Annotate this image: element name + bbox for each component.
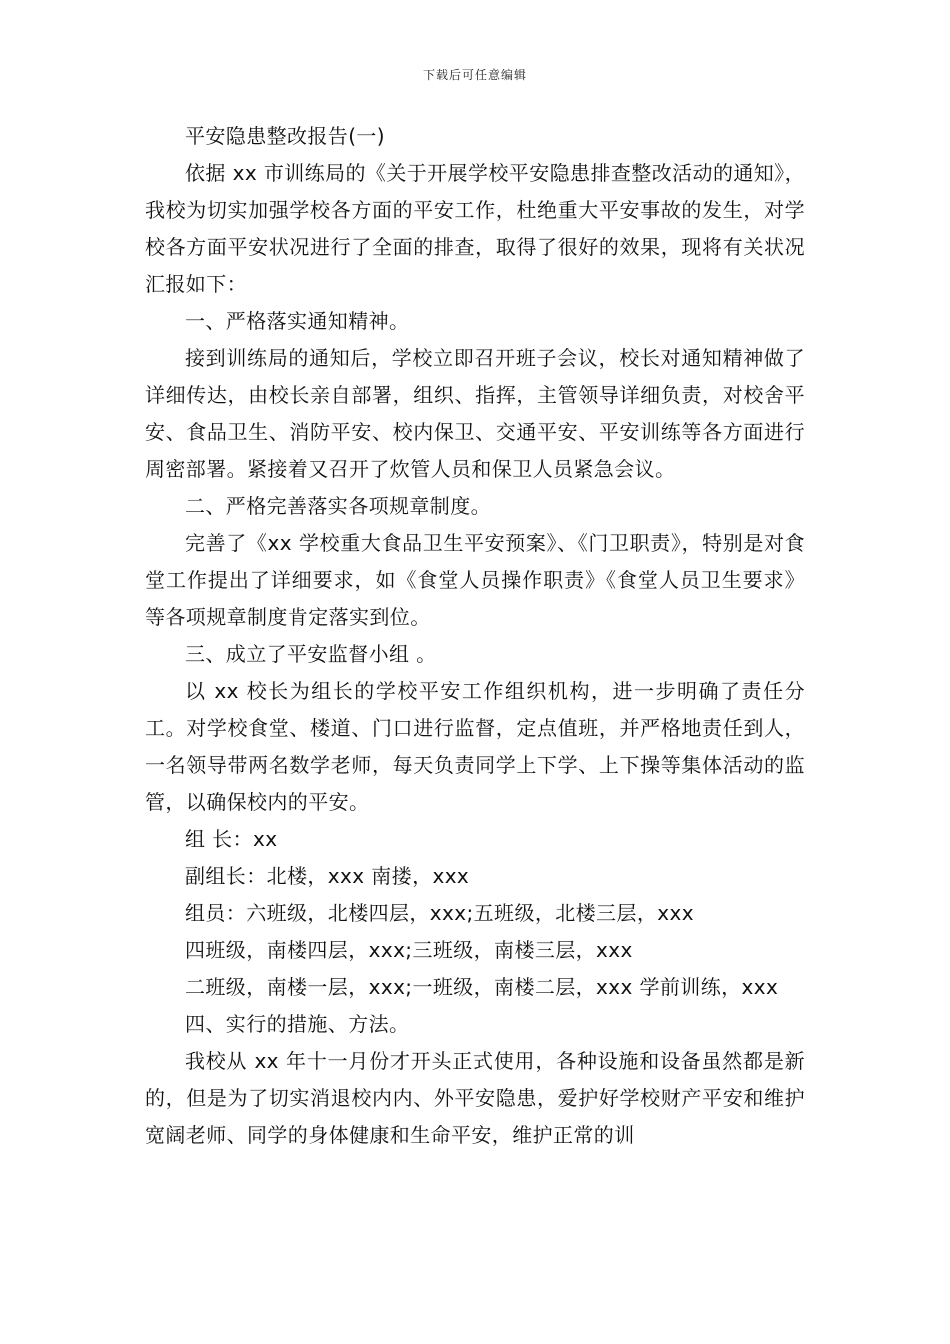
paragraph-section-2: 完善了《xx 学校重大食品卫生平安预案》、《门卫职责》，特别是对食堂工作提出了详细要求，如《食堂人员操作职责》《食堂人员卫生要求》等各项规章制度肯定落实到位。 (145, 531, 805, 629)
paragraph-section-1: 接到训练局的通知后，学校立即召开班子会议，校长对通知精神做了详细传达，由校长亲自部署，组织、指挥，主管领导详细负责，对校舍平安、食品卫生、消防平安、校内保卫、交通平安、平安训练等各方面进行周密部署。紧接着又召开了炊管人员和保卫人员紧急会议。 (145, 346, 805, 481)
document-title: 平安隐患整改报告(一) (185, 124, 386, 148)
section-heading-3: 三、成立了平安监督小组 。 (185, 642, 437, 666)
section-heading-2: 二、严格完善落实各项规章制度。 (185, 494, 491, 518)
group-leader-line: 组 长：xx (185, 827, 278, 851)
header-note: 下载后可任意编辑 (422, 68, 527, 82)
paragraph-intro: 依据 xx 市训练局的《关于开展学校平安隐患排查整改活动的通知》，我校为切实加强学校各方面的平安工作，杜绝重大平安事故的发生，对学校各方面平安状况进行了全面的排查，取得了很好的效果，现将有关状况汇报如下： (145, 161, 805, 296)
members-line-3: 二班级，南楼一层，xxx;一班级，南楼二层，xxx 学前训练，xxx (185, 975, 779, 999)
members-line-2: 四班级，南楼四层，xxx;三班级，南楼三层，xxx (185, 938, 633, 962)
document-body (145, 118, 805, 1154)
members-line-1: 组员：六班级，北楼四层，xxx;五班级，北楼三层，xxx (185, 901, 694, 925)
deputy-leader-line: 副组长：北楼，xxx 南搂，xxx (185, 864, 470, 888)
paragraph-section-4: 我校从 xx 年十一月份才开头正式使用，各种设施和设备虽然都是新的，但是为了切实消退校内内、外平安隐患，爱护好学校财产平安和维护宽阔老师、同学的身体健康和生命平安，维护正常的训 (145, 1049, 805, 1147)
section-heading-4: 四、实行的措施、方法。 (185, 1012, 410, 1036)
section-heading-1: 一、严格落实通知精神。 (185, 309, 410, 333)
paragraph-section-3: 以 xx 校长为组长的学校平安工作组织机构，进一步明确了责任分工。对学校食堂、楼道、门口进行监督，定点值班，并严格地责任到人，一名领导带两名数学老师，每天负责同学上下学、上下操等集体活动的监管，以确保校内的平安。 (145, 679, 805, 814)
